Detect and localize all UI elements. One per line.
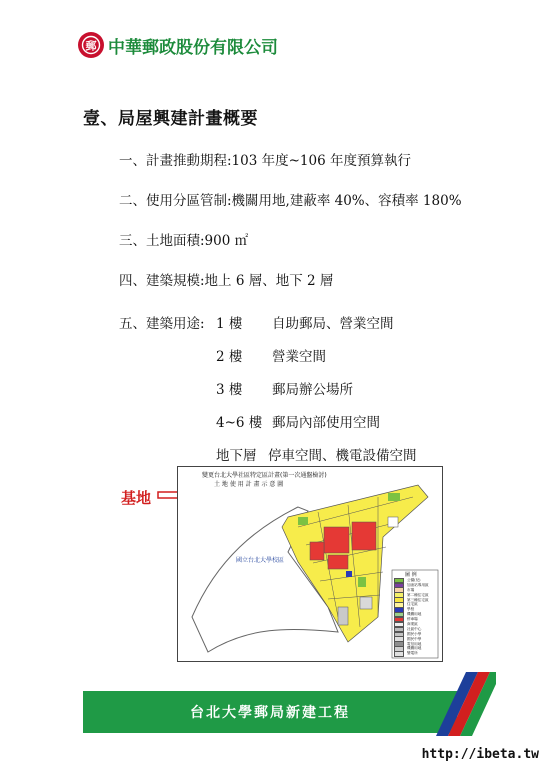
legend-label: 加油站專用區 xyxy=(407,582,429,587)
project-banner: 台北大學郵局新建工程 xyxy=(83,691,457,733)
legend-label: 學校 xyxy=(407,607,415,612)
plan-item-usage-label: 五、建築用途: xyxy=(119,316,205,332)
land-use-map xyxy=(177,466,443,662)
floor-4-6-use: 郵局內部使用空間 xyxy=(272,415,380,431)
floor-3-name: 3 樓 xyxy=(216,382,243,398)
legend-label: 停車場 xyxy=(407,617,418,622)
legend-label: 第三種住宅區 xyxy=(407,597,429,602)
legend-label: 變電所 xyxy=(407,651,418,656)
floor-3-use: 郵局辦公場所 xyxy=(272,382,353,398)
plan-item-zoning: 二、使用分區管制:機關用地,建蔽率 40%、容積率 180% xyxy=(119,193,462,209)
floor-2-use: 營業空間 xyxy=(272,349,326,365)
legend-label: 機關用地 xyxy=(407,612,422,617)
source-watermark: http://ibeta.tw xyxy=(421,747,539,762)
map-legend xyxy=(394,578,438,656)
campus-label: 國立台北大學校區 xyxy=(236,557,285,564)
floor-4-6-name: 4~6 樓 xyxy=(216,415,263,431)
legend-label: 第二種住宅區 xyxy=(407,592,429,597)
emblem-glyph: 郵 xyxy=(85,39,97,53)
floor-1-use: 自助郵局、營業空間 xyxy=(272,316,394,332)
legend-label: 國民小學 xyxy=(407,631,422,636)
floor-1-name: 1 樓 xyxy=(216,316,243,332)
legend-label: 商業區 xyxy=(407,621,418,626)
legend-swatch xyxy=(394,651,404,657)
brand-stripes-icon xyxy=(436,670,496,740)
company-name: 中華郵政股份有限公司 xyxy=(108,37,278,58)
company-logo xyxy=(78,32,278,58)
legend-title: 圖 例 xyxy=(405,572,417,578)
site-annotation-label: 基地 xyxy=(121,489,152,507)
section-title: 壹、局屋興建計畫概要 xyxy=(83,109,258,129)
legend-label: 國民中學 xyxy=(407,636,422,641)
plan-item-land-area: 三、土地面積:900 ㎡ xyxy=(119,233,249,249)
post-emblem-icon xyxy=(78,32,104,58)
legend-item xyxy=(394,651,438,656)
legend-label: 市場 xyxy=(407,587,415,592)
legend-label: 社區中心 xyxy=(407,626,422,631)
plan-item-scale: 四、建築規模:地上 6 層、地下 2 層 xyxy=(119,273,334,289)
legend-label: 公園(兒) xyxy=(407,577,421,582)
floor-2-name: 2 樓 xyxy=(216,349,243,365)
basement-use: 停車空間、機電設備空間 xyxy=(268,448,417,464)
plan-item-schedule: 一、計畫推動期程:103 年度~106 年度預算執行 xyxy=(119,153,411,169)
map-subtitle: 土 地 使 用 計 畫 示 意 圖 xyxy=(214,481,284,488)
legend-label: 住宅區 xyxy=(407,602,418,607)
map-title: 變更台北大學社區特定區計畫(第一次通盤檢討) xyxy=(202,472,327,479)
legend-label: 電信用地 xyxy=(407,641,422,646)
legend-label: 機關用地 xyxy=(407,646,422,651)
basement-name: 地下層 xyxy=(216,448,257,464)
